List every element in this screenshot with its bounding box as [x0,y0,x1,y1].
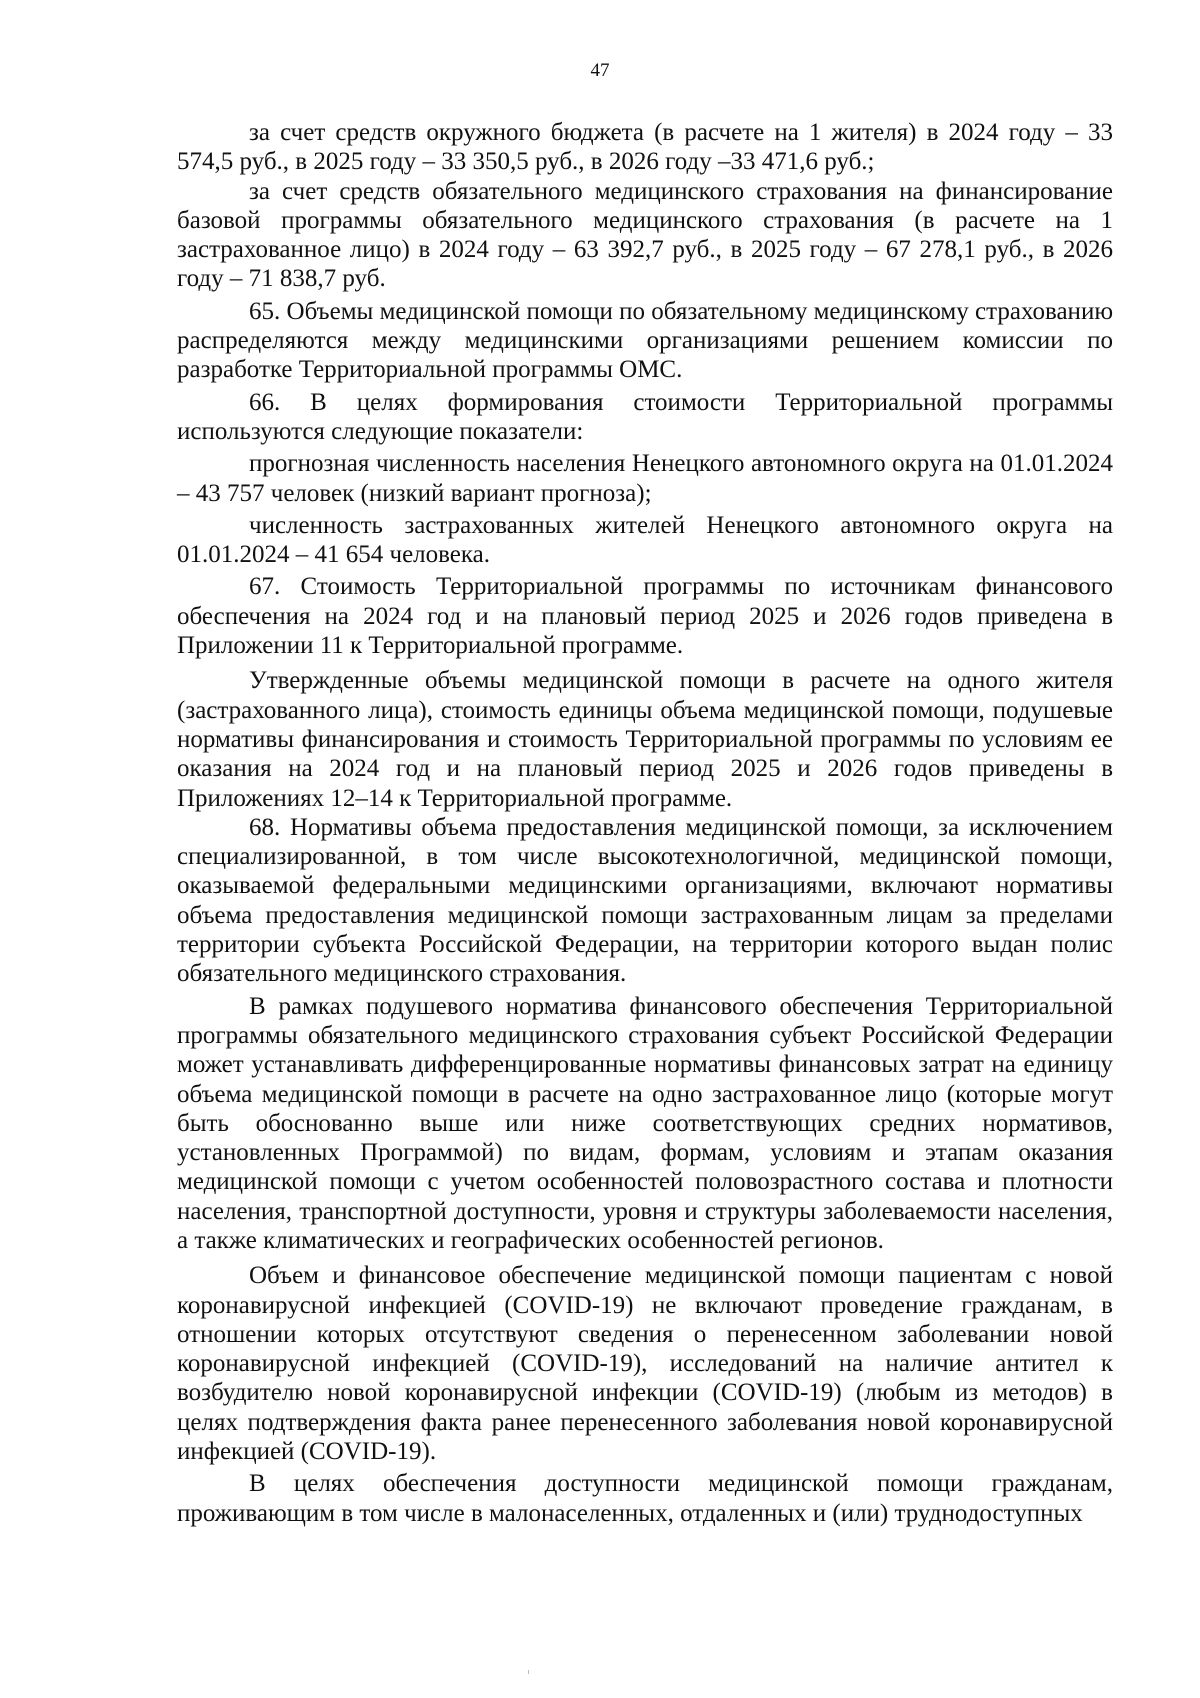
paragraph-68: 68. Нормативы объема предоставления медицинской помощи, за исключением специализированной, в том числе высокотехнологичной, медицинской помощи, оказываемой федеральными медицинскими организациями, включают нормативы объема предоставления медицинской помощи застрахованным лицам за пределами территории субъекта Российской Федерации, на территории которого выдан полис обязательного медицинского страхования. [177,813,1113,988]
paragraph-accessibility: В целях обеспечения доступности медицинской помощи гражданам, проживающим в том числе в малонаселенных, отдаленных и (или) труднодоступных [177,1470,1113,1527]
paragraph-population-forecast: прогнозная численность населения Ненецкого автономного округа на 01.01.2024 – 43 757 человек (низкий вариант прогноза); [177,450,1113,507]
paragraph-approved-volumes: Утвержденные объемы медицинской помощи в расчете на одного жителя (застрахованного лица), стоимость единицы объема медицинской помощи, подушевые нормативы финансирования и стоимость Территориальной программы по условиям ее оказания на 2024 год и на плановый период 2025 и 2026 годов приведены в Приложениях 12–14 к Территориальной программе. [177,667,1113,812]
paragraph-per-capita-standard: В рамках подушевого норматива финансового обеспечения Территориальной программы обязательного медицинского страхования субъект Российской Федерации может устанавливать дифференцированные нормативы финансовых затрат на единицу объема медицинской помощи в расчете на одно застрахованное лицо (которые могут быть обоснованно выше или ниже соответствующих средних нормативов, установленных Программой) по видам, формам, условиям и этапам оказания медицинской помощи с учетом особенностей половозрастного состава и плотности населения, транспортной доступности, уровня и структуры заболеваемости населения, а также климатических и географических особенностей регионов. [177,992,1113,1254]
paragraph-66: 66. В целях формирования стоимости Территориальной программы используются следующие показатели: [177,388,1113,445]
paragraph-67: 67. Стоимость Территориальной программы по источникам финансового обеспечения на 2024 год и на плановый период 2025 и 2026 годов приведена в Приложении 11 к Территориальной программе. [177,573,1113,660]
scan-mark [528,1670,529,1674]
paragraph-oms-funding: за счет средств обязательного медицинского страхования на финансирование базовой программы обязательного медицинского страхования (в расчете на 1 застрахованное лицо) в 2024 году – 63 392,7 руб., в 2025 году – 67 278,1 руб., в 2026 году – 71 838,7 руб. [177,177,1113,293]
paragraph-covid-19: Объем и финансовое обеспечение медицинской помощи пациентам с новой коронавирусной инфекцией (COVID-19) не включают проведение гражданам, в отношении которых отсутствуют сведения о перенесенном заболевании новой коронавирусной инфекцией (COVID-19), исследований на наличие антител к возбудителю новой коронавирусной инфекции (COVID-19) (любым из методов) в целях подтверждения факта ранее перенесенного заболевания новой коронавирусной инфекцией (COVID-19). [177,1262,1113,1466]
page-number: 47 [590,60,610,81]
paragraph-65: 65. Объемы медицинской помощи по обязательному медицинскому страхованию распределяются между медицинскими организациями решением комиссии по разработке Территориальной программы ОМС. [177,297,1113,384]
document-body [177,118,1113,1528]
paragraph-regional-budget: за счет средств окружного бюджета (в расчете на 1 жителя) в 2024 году – 33 574,5 руб., в 2025 году – 33 350,5 руб., в 2026 году –33 471,6 руб.; [177,119,1113,176]
paragraph-insured-population: численность застрахованных жителей Ненецкого автономного округа на 01.01.2024 – 41 654 человека. [177,511,1113,569]
